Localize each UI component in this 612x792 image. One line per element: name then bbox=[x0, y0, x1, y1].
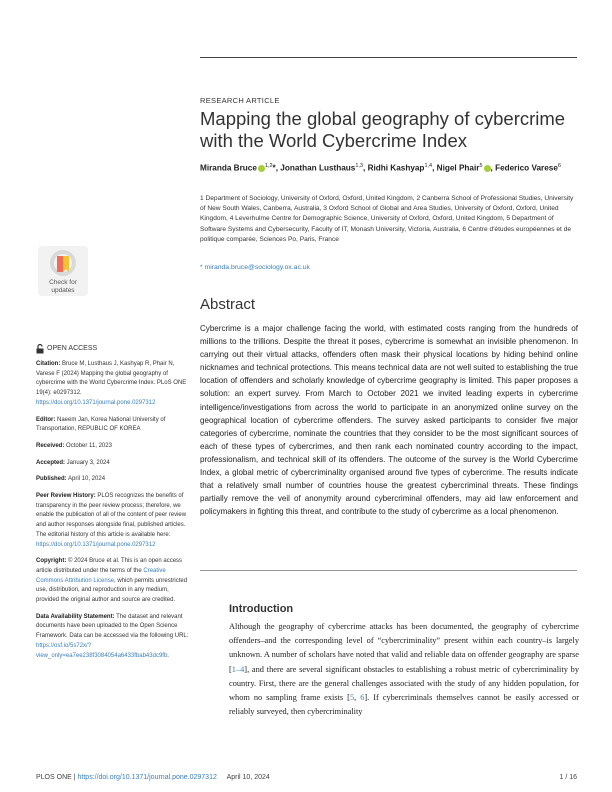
received-date: October 11, 2023 bbox=[64, 442, 112, 449]
field-label: Received: bbox=[36, 442, 65, 449]
page-number: 1 / 16 bbox=[559, 774, 577, 781]
bookmark-icon bbox=[50, 250, 76, 278]
article-title: Mapping the global geography of cybercrime with the World Cybercrime Index bbox=[200, 108, 566, 151]
accepted-block bbox=[36, 459, 192, 469]
intro-text-part: Although the geography of cybercrime attacks has been documented, the geography of cybercrime offenders–and the corresponding level of “cybercriminality” present within each country–is largely unknown. A number of scholars have noted that valid and reliable data on offender geography are sparse [ bbox=[229, 622, 579, 674]
osf-data-link[interactable]: https://osf.io/5s72x/?view_only=ea7ee238f3084054a6433fbab43dc9fb bbox=[36, 642, 168, 659]
intro-text-part: , bbox=[354, 693, 361, 703]
article-type: RESEARCH ARTICLE bbox=[200, 96, 280, 105]
author-name: Nigel Phair bbox=[436, 163, 480, 173]
data-availability-text: . bbox=[167, 652, 169, 659]
author-affil-sup: 1,2 bbox=[264, 163, 273, 169]
article-info-sidebar bbox=[36, 344, 192, 668]
data-availability-block bbox=[36, 613, 192, 662]
open-access-label: OPEN ACCESS bbox=[47, 345, 98, 353]
author-affil-sup: 1,4 bbox=[424, 163, 433, 169]
peer-review-text: PLOS recognizes the benefits of transparency in the peer review process; therefore, we enable the publication of all of the content of peer review and author responses alongside final, published articles. The editorial history of this article is available here: bbox=[36, 493, 187, 538]
citation-block bbox=[36, 360, 192, 409]
footer-date: April 10, 2024 bbox=[226, 774, 270, 781]
field-label: Citation: bbox=[36, 361, 61, 367]
published-date: April 10, 2024 bbox=[66, 476, 106, 483]
received-block bbox=[36, 442, 192, 452]
accepted-date: January 3, 2024 bbox=[65, 459, 110, 466]
doi-link[interactable]: https://doi.org/10.1371/journal.pone.0297312 bbox=[36, 399, 156, 406]
check-updates-label: updates bbox=[51, 287, 75, 294]
data-availability-text: The dataset and relevant documents have been uploaded to the Open Science Framework. Data can be accessed via the following URL: bbox=[36, 613, 189, 640]
field-label: Data Availability Statement: bbox=[36, 613, 115, 620]
field-label: Accepted: bbox=[36, 459, 66, 466]
section-divider bbox=[200, 570, 577, 571]
introduction-text bbox=[229, 620, 579, 719]
introduction-heading: Introduction bbox=[229, 603, 294, 615]
corresponding-mark: * bbox=[272, 163, 276, 173]
citation-link[interactable]: 6 bbox=[360, 693, 365, 703]
open-lock-icon bbox=[36, 344, 44, 354]
journal-name: PLOS ONE bbox=[36, 774, 72, 781]
citation-link[interactable]: 1–4 bbox=[231, 664, 245, 674]
copyright-text: © 2024 Bruce et al. This is an open access article distributed under the terms of the bbox=[36, 558, 183, 574]
editor-block bbox=[36, 416, 192, 435]
intro-text-part: ], and there are several significant obstacles to establishing a robust metric of cybercriminality by country. First, there are the general challenges associated with the study of any hidden population, for whom no sampling frame exists [ bbox=[229, 664, 579, 703]
check-for-updates-badge[interactable] bbox=[38, 246, 88, 296]
field-label: Copyright: bbox=[36, 558, 67, 565]
author-name: Federico Varese bbox=[495, 163, 558, 173]
check-updates-label: Check for bbox=[49, 279, 77, 286]
abstract-heading: Abstract bbox=[200, 296, 256, 313]
author-name: Miranda Bruce bbox=[200, 163, 257, 173]
author-list: Miranda Bruce $^{1,2}$*, Jonathan Lusthaus$^{1,3}$, Ridhi Kashyap$^{1,4}$, Nigel Phair$^5$ , Federico Varese$^6$ bbox=[200, 163, 561, 173]
orcid-icon[interactable] bbox=[484, 165, 491, 172]
published-block bbox=[36, 475, 192, 485]
copyright-block bbox=[36, 557, 192, 606]
field-label: Peer Review History: bbox=[36, 493, 96, 500]
footer-doi-link[interactable]: https://doi.org/10.1371/journal.pone.0297312 bbox=[77, 774, 217, 781]
abstract-text: Cybercrime is a major challenge facing the world, with estimated costs ranging from the hundreds of millions to the trillions. Despite the threat it poses, cybercrime is somewhat an invisible phenomenon. In carrying out their virtual attacks, offenders often mask their physical locations by hiding behind online nicknames and technical protections. This means technical data are not well suited to establishing the true location of offenders and scholarly knowledge of cybercrime geography is limited. This paper proposes a solution: an expert survey. From March to October 2021 we invited leading experts in cybercrime intelligence/investigations from across the world to participate in an anonymized online survey on the geographical location of cybercrime offenders. The survey asked participants to consider five major categories of cybercrime, nominate the countries that they consider to be the most significant sources of each of these types of cybercrimes, and then rank each nominated country according to the impact, professionalism, and technical skill of its offenders. The outcome of the survey is the World Cybercrime Index, a global metric of cybercriminality organised around five types of cybercrime. The results indicate that a relatively small number of countries house the greatest cybercriminal threats. These findings partially remove the veil of anonymity around cybercriminal offenders, may aid law enforcement and policymakers in fighting this threat, and contribute to the study of cybercrime as a local phenomenon. bbox=[200, 324, 578, 517]
citation-text: Bruce M, Lusthaus J, Kashyap R, Phair N, Varese F (2024) Mapping the global geography of cybercrime with the World Cybercrime Index. PLoS ONE 19(4): e0297312. bbox=[36, 361, 187, 397]
editor-text: Naeem Jan, Korea National University of Transportation, REPUBLIC OF KOREA bbox=[36, 416, 166, 433]
header-rule bbox=[200, 57, 577, 58]
author-affil-sup: 5 bbox=[479, 163, 483, 169]
peer-review-link[interactable]: https://doi.org/10.1371/journal.pone.0297312 bbox=[36, 541, 156, 548]
author-name: Jonathan Lusthaus bbox=[280, 163, 356, 173]
page-footer bbox=[36, 774, 577, 781]
field-label: Editor: bbox=[36, 416, 56, 423]
license-link[interactable]: Creative Commons Attribution License bbox=[36, 567, 166, 584]
citation-link[interactable]: 5 bbox=[349, 693, 355, 703]
footer-separator: | bbox=[71, 774, 78, 781]
copyright-text: , which permits unrestricted use, distribution, and reproduction in any medium, provided the original author and source are credited. bbox=[36, 577, 188, 604]
corresponding-email-link[interactable]: * miranda.bruce@sociology.ox.ac.uk bbox=[200, 264, 310, 271]
open-access-badge bbox=[36, 344, 192, 354]
author-name: Ridhi Kashyap bbox=[367, 163, 425, 173]
peer-review-block bbox=[36, 492, 192, 550]
intro-text-part: ]. If cybercriminals themselves cannot be easily accessed or reliably surveyed, then cybercriminality bbox=[229, 693, 580, 717]
orcid-icon[interactable] bbox=[258, 165, 265, 172]
affiliations: 1 Department of Sociology, University of Oxford, Oxford, United Kingdom, 2 Canberra School of Professional Studies, University of New South Wales, Canberra, Australia, 3 Oxford School of Global and Area Studies, University of Oxford, Oxford, United Kingdom, 4 Leverhulme Centre for Demographic Science, University of Oxford, Oxford, United Kingdom, 5 Department of Software Systems and Cybersecurity, Faculty of IT, Monash University, Victoria, Australia, 6 Centre d'études européennes et de politique comparée, Sciences Po, Paris, France bbox=[200, 195, 574, 243]
author-affil-sup: 6 bbox=[557, 163, 561, 169]
author-affil-sup: 1,3 bbox=[355, 163, 363, 169]
field-label: Published: bbox=[36, 476, 67, 483]
